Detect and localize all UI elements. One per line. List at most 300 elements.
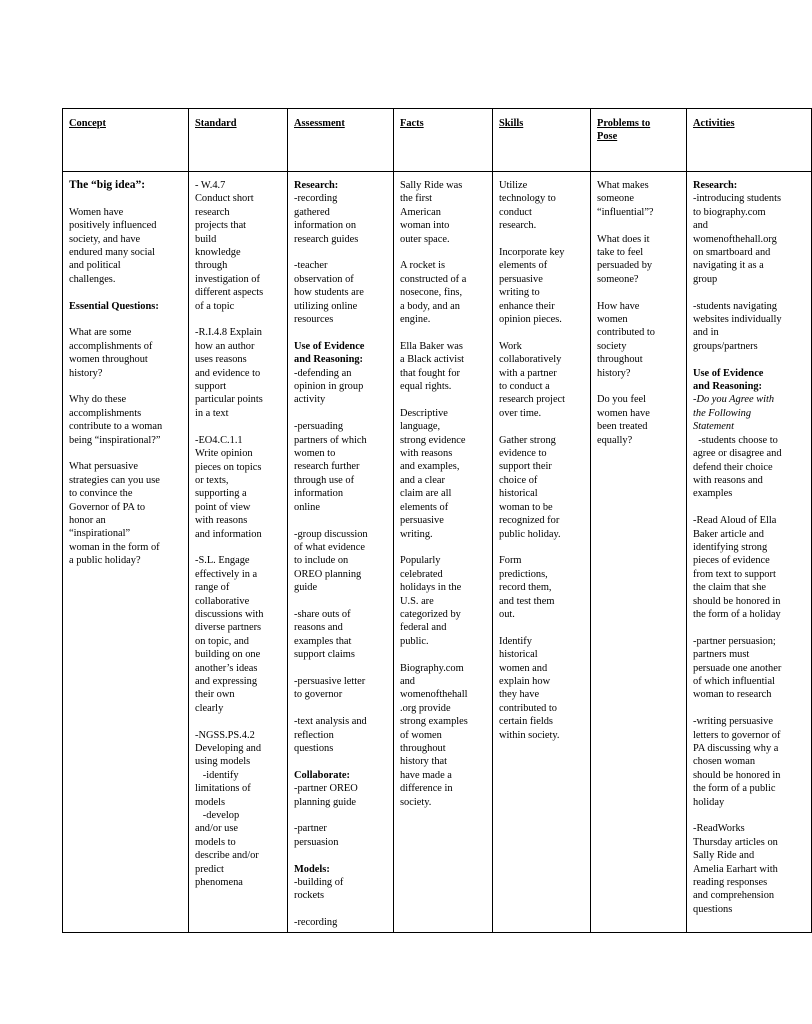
line-gap	[294, 903, 388, 916]
skills-line: woman to be	[499, 501, 553, 513]
activities-line: of which influential	[693, 675, 775, 687]
facts-line: equal rights.	[400, 381, 452, 393]
facts-line: public.	[400, 635, 429, 647]
assessment-line: guide	[294, 582, 318, 594]
activities-line: reading responses	[693, 877, 768, 889]
facts-line: Ella Baker was	[400, 340, 463, 352]
skills-line: Gather strong	[499, 434, 556, 446]
activities-line: partners must	[693, 649, 750, 661]
skills-line: certain fields	[499, 716, 553, 728]
line-gap	[499, 541, 585, 554]
standard-line: how an author	[195, 340, 255, 352]
facts-line: holidays in the	[400, 582, 462, 594]
skills-line: research project	[499, 394, 566, 406]
problems-line: What makes	[597, 180, 649, 191]
problems-line: “influential”?	[597, 206, 654, 218]
standard-line: -NGSS.PS.4.2	[195, 729, 255, 741]
activities-line: and in	[693, 327, 719, 339]
facts-line: Biography.com	[400, 662, 464, 674]
standard-line: uses reasons	[195, 354, 247, 366]
skills-line: over time.	[499, 407, 542, 419]
skills-cell	[493, 172, 591, 933]
skills-line: explain how	[499, 675, 551, 687]
concept-line: Women have	[69, 206, 124, 218]
concept-line: woman in the form of	[69, 541, 160, 553]
line-gap	[69, 192, 183, 205]
assessment-line: OREO planning	[294, 568, 362, 580]
line-gap	[294, 809, 388, 822]
line-gap	[294, 595, 388, 608]
line-gap	[69, 313, 183, 326]
assessment-line: reflection	[294, 729, 334, 741]
assessment-line: online	[294, 501, 320, 513]
line-gap	[294, 246, 388, 259]
concept-line: challenges.	[69, 273, 116, 285]
assessment-line: resources	[294, 314, 334, 326]
problems-line: society	[597, 340, 627, 352]
activities-line: -Read Aloud of Ella	[693, 515, 777, 527]
assessment-line: Use of Evidence	[294, 340, 365, 352]
facts-line: American	[400, 206, 441, 218]
line-gap	[499, 326, 585, 339]
standard-line: and evidence to	[195, 367, 261, 379]
activities-line: -students navigating	[693, 300, 777, 312]
assessment-line: rockets	[294, 890, 325, 902]
activities-line: -introducing students	[693, 193, 782, 205]
header-skills: Skills	[493, 109, 591, 172]
assessment-line: -persuasive letter	[294, 675, 366, 687]
activities-line: PA discussing why a	[693, 742, 779, 754]
facts-line: society.	[400, 796, 432, 808]
activities-line: from text to support	[693, 568, 776, 580]
concept-line: Why do these	[69, 394, 127, 406]
activities-line: examples	[693, 488, 733, 500]
assessment-line: gathered	[294, 206, 330, 218]
facts-line: constructed of a	[400, 273, 467, 285]
activities-line: the form of a holiday	[693, 608, 781, 620]
assessment-line: partners of which	[294, 434, 367, 446]
concept-line: What persuasive	[69, 461, 138, 473]
activities-line: -Do you Agree with	[693, 394, 775, 406]
standard-line: clearly	[195, 702, 224, 714]
standard-line: -R.I.4.8 Explain	[195, 327, 262, 339]
line-gap	[499, 420, 585, 433]
activities-line: to biography.com	[693, 206, 766, 218]
assessment-line: examples that	[294, 635, 352, 647]
problems-line: What does it	[597, 233, 650, 245]
skills-line: support their	[499, 461, 552, 473]
assessment-line: questions	[294, 742, 334, 754]
activities-line: chosen woman	[693, 756, 756, 768]
skills-line: to conduct a	[499, 381, 550, 393]
skills-line: recognized for	[499, 515, 560, 527]
standard-line: and information	[195, 528, 262, 540]
activities-line: the claim that she	[693, 582, 766, 594]
problems-line: take to feel	[597, 247, 644, 259]
skills-line: within society.	[499, 729, 560, 741]
activities-line: -partner persuasion;	[693, 635, 776, 647]
problems-line: been treated	[597, 421, 648, 433]
standard-cell	[189, 172, 288, 933]
problems-line: equally?	[597, 434, 633, 446]
activities-line: should be honored in	[693, 769, 781, 781]
assessment-line: information	[294, 488, 344, 500]
content-row	[63, 172, 812, 933]
standard-line: on topic, and	[195, 635, 249, 647]
concept-line: “inspirational”	[69, 528, 131, 540]
standard-line: through	[195, 260, 228, 272]
standard-line: pieces on topics	[195, 461, 262, 473]
activities-cell	[687, 172, 812, 933]
assessment-cell	[288, 172, 394, 933]
standard-line: describe and/or	[195, 850, 259, 862]
line-gap	[597, 380, 681, 393]
line-gap	[693, 809, 806, 822]
standard-line: models	[195, 796, 226, 808]
assessment-line: persuasion	[294, 836, 339, 848]
problems-line: throughout	[597, 354, 643, 366]
line-gap	[195, 541, 282, 554]
assessment-line: how students are	[294, 287, 364, 299]
activities-line: agree or disagree and	[693, 448, 782, 460]
line-gap	[294, 755, 388, 768]
facts-line: Descriptive	[400, 407, 448, 419]
skills-line: women and	[499, 662, 548, 674]
facts-line: and examples,	[400, 461, 460, 473]
activities-line: the Following	[693, 407, 752, 419]
facts-line: a body, and an	[400, 300, 460, 312]
line-gap	[195, 313, 282, 326]
concept-line: The “big idea”:	[69, 179, 146, 191]
assessment-line: -defending an	[294, 367, 352, 379]
standard-line: and expressing	[195, 675, 258, 687]
problems-cell	[591, 172, 687, 933]
standard-line: Write opinion	[195, 448, 253, 460]
concept-line: What are some	[69, 327, 132, 339]
activities-line: woman to research	[693, 689, 772, 701]
assessment-line: observation of	[294, 273, 354, 285]
activities-line: websites individually	[693, 314, 782, 326]
assessment-line: through use of	[294, 474, 355, 486]
standard-line: and/or use	[195, 823, 238, 835]
assessment-line: research further	[294, 461, 360, 473]
skills-line: historical	[499, 649, 538, 661]
standard-line: Conduct short	[195, 193, 254, 205]
standard-line: Developing and	[195, 743, 262, 754]
assessment-line: -teacher	[294, 260, 328, 272]
assessment-line: Research:	[294, 180, 339, 191]
skills-line: opinion pieces.	[499, 314, 562, 326]
activities-line: holiday	[693, 796, 725, 808]
line-gap	[400, 541, 487, 554]
facts-line: categorized by	[400, 608, 461, 620]
problems-line: someone	[597, 193, 634, 205]
standard-line: of a topic	[195, 300, 235, 312]
standard-line: in a text	[195, 407, 229, 419]
concept-line: Essential Questions:	[69, 300, 159, 312]
assessment-line: reasons and	[294, 622, 343, 634]
concept-line: honor an	[69, 515, 106, 527]
concept-line: women throughout	[69, 354, 148, 366]
activities-line: groups/partners	[693, 340, 758, 352]
concept-line: endured many social	[69, 247, 155, 259]
activities-line: Statement	[693, 421, 734, 433]
assessment-line: -group discussion	[294, 528, 368, 540]
standard-line: predict	[195, 863, 224, 875]
skills-line: Incorporate key	[499, 247, 565, 259]
activities-line: identifying strong	[693, 541, 768, 553]
activities-line: Baker article and	[693, 528, 764, 540]
assessment-line: to governor	[294, 689, 343, 701]
standard-line: supporting a	[195, 488, 247, 500]
assessment-line: and Reasoning:	[294, 354, 364, 366]
skills-line: enhance their	[499, 300, 555, 312]
assessment-line: to include on	[294, 555, 349, 567]
problems-line: history?	[597, 367, 631, 379]
facts-line: outer space.	[400, 233, 450, 245]
facts-line: throughout	[400, 742, 446, 754]
concept-line: history?	[69, 367, 103, 379]
line-gap	[195, 420, 282, 433]
header-concept: Concept	[63, 109, 189, 172]
skills-line: Work	[499, 340, 522, 352]
standard-line: -develop	[195, 810, 240, 822]
line-gap	[693, 702, 806, 715]
line-gap	[69, 380, 183, 393]
facts-line: federal and	[400, 622, 447, 634]
line-gap	[294, 407, 388, 420]
skills-line: persuasive	[499, 273, 543, 285]
problems-line: How have	[597, 300, 640, 312]
standard-line: limitations of	[195, 783, 251, 795]
skills-line: historical	[499, 488, 538, 500]
concept-cell	[63, 172, 189, 933]
line-gap	[400, 648, 487, 661]
skills-line: out.	[499, 608, 515, 620]
activities-line: with reasons and	[693, 474, 763, 486]
facts-line: difference in	[400, 783, 453, 795]
standard-line: collaborative	[195, 595, 250, 607]
skills-line: public holiday.	[499, 528, 561, 540]
concept-line: being “inspirational?”	[69, 434, 161, 446]
facts-line: Popularly	[400, 555, 441, 567]
facts-line: womenofthehall	[400, 689, 468, 701]
standard-line: research	[195, 206, 230, 218]
skills-line: writing to	[499, 287, 540, 299]
concept-line: accomplishments	[69, 407, 142, 419]
standard-line: building on one	[195, 649, 261, 661]
activities-line: the form of a public	[693, 783, 776, 795]
activities-line: womenofthehall.org	[693, 233, 777, 245]
standard-line: effectively in a	[195, 568, 258, 580]
line-gap	[69, 447, 183, 460]
standard-line: discussions with	[195, 608, 264, 620]
skills-line: contributed to	[499, 702, 558, 714]
standard-line: with reasons	[195, 515, 248, 527]
line-gap	[294, 326, 388, 339]
line-gap	[400, 326, 487, 339]
skills-line: conduct	[499, 206, 532, 218]
activities-line: defend their choice	[693, 461, 773, 473]
facts-line: and	[400, 675, 416, 687]
standard-line: - W.4.7	[195, 180, 226, 191]
activities-line: -students choose to	[693, 434, 778, 446]
activities-line: group	[693, 273, 718, 285]
standard-line: diverse partners	[195, 622, 262, 634]
activities-line: and	[693, 220, 709, 232]
facts-line: writing.	[400, 528, 433, 540]
line-gap	[294, 702, 388, 715]
skills-line: Identify	[499, 635, 532, 647]
facts-line: of women	[400, 729, 442, 741]
standard-line: particular points	[195, 394, 263, 406]
assessment-line: women to	[294, 448, 336, 460]
skills-line: they have	[499, 689, 540, 701]
facts-line: a Black activist	[400, 354, 465, 366]
assessment-line: -partner	[294, 823, 327, 835]
assessment-line: Collaborate:	[294, 769, 350, 781]
standard-line: range of	[195, 582, 230, 594]
line-gap	[400, 246, 487, 259]
header-facts: Facts	[394, 109, 493, 172]
line-gap	[294, 849, 388, 862]
standard-line: build	[195, 233, 217, 245]
header-standard: Standard	[189, 109, 288, 172]
standard-line: another’s ideas	[195, 662, 258, 674]
skills-line: choice of	[499, 474, 538, 486]
concept-line: positively influenced	[69, 220, 157, 232]
activities-line: and comprehension	[693, 890, 775, 902]
line-gap	[400, 393, 487, 406]
line-gap	[499, 621, 585, 634]
activities-line: -writing persuasive	[693, 716, 773, 728]
facts-line: that fought for	[400, 367, 461, 379]
facts-line: strong evidence	[400, 434, 466, 446]
standard-line: using models	[195, 756, 251, 768]
concept-line: and political	[69, 260, 121, 272]
line-gap	[693, 286, 806, 299]
facts-line: have made a	[400, 769, 452, 781]
assessment-line: -persuading	[294, 421, 344, 433]
activities-line: pieces of evidence	[693, 555, 770, 567]
activities-line: on smartboard and	[693, 247, 771, 259]
concept-line: contribute to a woman	[69, 421, 163, 433]
skills-line: research.	[499, 220, 537, 232]
facts-line: the first	[400, 193, 433, 205]
standard-line: projects that	[195, 220, 247, 232]
facts-line: U.S. are	[400, 595, 434, 607]
skills-line: elements of	[499, 260, 548, 272]
facts-line: .org provide	[400, 702, 451, 714]
standard-line: models to	[195, 836, 236, 848]
standard-line: phenomena	[195, 877, 243, 889]
activities-line: and Reasoning:	[693, 381, 763, 393]
standard-line: or texts,	[195, 474, 229, 486]
concept-line: to convince the	[69, 488, 133, 500]
assessment-line: of what evidence	[294, 541, 365, 553]
standard-line: -EO4.C.1.1	[195, 434, 243, 446]
problems-line: someone?	[597, 273, 639, 285]
facts-line: language,	[400, 421, 441, 433]
line-gap	[294, 662, 388, 675]
concept-line: society, and have	[69, 233, 141, 245]
skills-line: Form	[499, 555, 522, 567]
line-gap	[294, 514, 388, 527]
activities-line: Research:	[693, 180, 738, 191]
skills-line: Utilize	[499, 180, 528, 191]
standard-line: their own	[195, 689, 235, 701]
assessment-line: activity	[294, 394, 326, 406]
facts-line: woman into	[400, 220, 450, 232]
concept-line: accomplishments of	[69, 340, 153, 352]
skills-line: record them,	[499, 582, 552, 594]
problems-line: contributed to	[597, 327, 656, 339]
activities-line: should be honored in	[693, 595, 781, 607]
header-assessment: Assessment	[288, 109, 394, 172]
facts-line: claim are all	[400, 488, 452, 500]
facts-line: with reasons	[400, 448, 453, 460]
facts-line: persuasive	[400, 515, 444, 527]
assessment-line: opinion in group	[294, 381, 364, 393]
skills-line: collaboratively	[499, 354, 562, 366]
standard-line: knowledge	[195, 247, 241, 259]
standard-line: -S.L. Engage	[195, 555, 250, 567]
header-activities: Activities	[687, 109, 812, 172]
assessment-line: -recording	[294, 193, 338, 205]
problems-line: women	[597, 314, 628, 326]
line-gap	[693, 621, 806, 634]
skills-line: predictions,	[499, 568, 548, 580]
activities-line: navigating it as a	[693, 260, 764, 272]
standard-line: -identify	[195, 769, 239, 781]
problems-line: Do you feel	[597, 394, 647, 406]
skills-line: evidence to	[499, 448, 547, 460]
facts-line: history that	[400, 756, 448, 768]
assessment-line: planning guide	[294, 796, 357, 808]
assessment-line: -text analysis and	[294, 716, 367, 728]
lesson-plan-table	[62, 108, 812, 933]
standard-line: investigation of	[195, 273, 260, 285]
header-row	[63, 109, 812, 172]
line-gap	[499, 233, 585, 246]
assessment-line: Models:	[294, 863, 330, 875]
facts-line: celebrated	[400, 568, 443, 580]
line-gap	[69, 286, 183, 299]
concept-line: strategies can you use	[69, 474, 160, 486]
activities-line: -ReadWorks	[693, 823, 745, 835]
facts-line: Sally Ride was	[400, 180, 463, 191]
activities-line: Sally Ride and	[693, 850, 755, 862]
activities-line: persuade one another	[693, 662, 782, 674]
skills-line: and test them	[499, 595, 555, 607]
facts-line: A rocket is	[400, 260, 446, 272]
standard-line: support	[195, 381, 227, 393]
activities-line: questions	[693, 903, 733, 915]
standard-line: point of view	[195, 501, 251, 513]
facts-line: and a clear	[400, 474, 445, 486]
line-gap	[195, 715, 282, 728]
problems-line: persuaded by	[597, 260, 653, 272]
assessment-line: -share outs of	[294, 608, 351, 620]
facts-line: elements of	[400, 501, 449, 513]
line-gap	[597, 219, 681, 232]
facts-line: strong examples	[400, 716, 468, 728]
facts-line: engine.	[400, 314, 431, 326]
standard-line: different aspects	[195, 287, 264, 299]
assessment-line: -recording	[294, 917, 338, 929]
skills-line: with a partner	[499, 367, 557, 379]
line-gap	[693, 353, 806, 366]
